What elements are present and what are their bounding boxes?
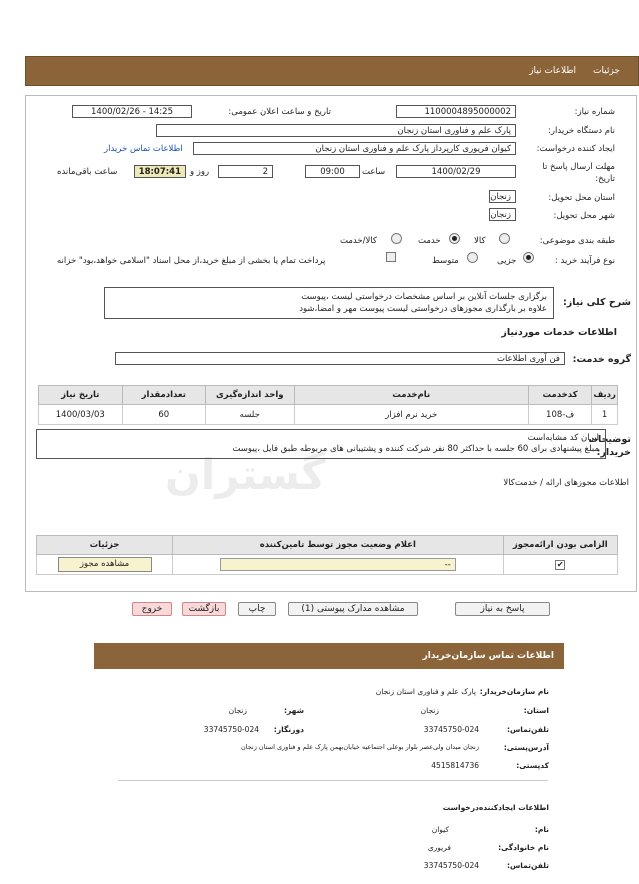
radio-both-label: کالا/خدمت	[340, 236, 377, 246]
city-c-label: شهر:	[284, 706, 304, 715]
summary-line-1: برگزاری جلسات آنلاین بر اساس مشخصات درخواستی لیست ،پیوست	[301, 292, 547, 302]
tab-details[interactable]: جزئیات	[593, 66, 620, 76]
exit-button[interactable]: خروج	[132, 602, 172, 616]
name-label: نام:	[534, 825, 549, 834]
services-table	[38, 385, 618, 425]
need-number-label: شماره نیاز:	[574, 107, 615, 117]
buyer-label: نام دستگاه خریدار:	[548, 126, 615, 136]
th-unit: واحد اندازه‌گیری	[206, 386, 295, 405]
watermark: گستران	[165, 450, 326, 499]
cell-name: خرید نرم افزار	[294, 405, 528, 425]
creator-info-title: اطلاعات ایجادکننده‌درخواست	[442, 803, 549, 812]
notes-label-2: خریدار:	[596, 447, 631, 458]
table-row	[39, 405, 618, 425]
permits-title: اطلاعات مجوزهای ارائه / خدمت‌کالا	[503, 478, 629, 488]
province-label: استان محل تحویل:	[548, 193, 615, 203]
radio-medium-label: متوسط	[432, 256, 459, 266]
th-row: ردیف	[592, 386, 618, 405]
cell-required	[503, 555, 617, 575]
cell-unit: جلسه	[206, 405, 295, 425]
back-button[interactable]: بازگشت	[182, 602, 226, 616]
divider	[118, 780, 548, 781]
need-number-field: 1100004895000002	[396, 105, 516, 118]
attachments-button[interactable]: مشاهده مدارک پیوستی (1)	[288, 602, 418, 616]
radio-goods-label: کالا	[474, 236, 486, 246]
cphone-value: 33745750-024	[423, 861, 479, 870]
cell-row: 1	[592, 405, 618, 425]
radio-both[interactable]	[391, 233, 402, 244]
radio-goods[interactable]	[499, 233, 510, 244]
permits-row	[37, 555, 618, 575]
deadline-label-2: تاریخ:	[595, 174, 615, 184]
creator-field: کیوان فریوری کارپرداز پارک علم و فناوری استان زنجان	[193, 142, 516, 155]
summary-label: شرح کلی نیاز:	[562, 297, 631, 308]
services-title: اطلاعات خدمات موردنیاز	[501, 327, 617, 338]
services-header-row	[39, 386, 618, 405]
view-permit-button[interactable]: مشاهده مجوز	[58, 557, 152, 572]
city-label: شهر محل تحویل:	[553, 211, 615, 221]
check-icon: ✔	[556, 559, 564, 569]
notes-box	[36, 429, 606, 459]
postal-label: کدپستی:	[516, 761, 549, 770]
notes-label-1: توضیحات	[588, 434, 631, 445]
family-value: فریوری	[427, 843, 451, 852]
cell-qty: 60	[122, 405, 205, 425]
province-field: زنجان	[489, 190, 516, 203]
print-button[interactable]: چاپ	[238, 602, 276, 616]
process-label: نوع فرآیند خرید :	[554, 256, 615, 266]
radio-medium[interactable]	[467, 252, 478, 263]
th-qty: تعداد‌مقدار	[122, 386, 205, 405]
remaining-label: ساعت باقی‌مانده	[57, 167, 118, 177]
city-c-value: زنجان	[228, 706, 247, 715]
days-field: 2	[218, 165, 273, 178]
announce-field: 1400/02/26 - 14:25	[72, 105, 192, 118]
summary-box	[104, 287, 554, 319]
province-c-value: زنجان	[420, 706, 439, 715]
days-label: روز و	[190, 167, 210, 177]
th-name: نام‌خدمت	[294, 386, 528, 405]
address-label: آدرس‌پستی:	[503, 743, 549, 752]
fax-label: دورنگار:	[273, 725, 304, 734]
cell-status	[173, 555, 503, 575]
permits-header-row	[37, 536, 618, 555]
cell-code: ف-108	[528, 405, 591, 425]
header-bar	[25, 56, 639, 86]
service-group-field: فن آوری اطلاعات	[115, 352, 565, 365]
notes-line-2: مبلغ پیشنهادی برای 60 جلسه با حداکثر 80 نفر شرکت کننده و پشتیبانی های مربوطه طبق فایل ،پیوست	[232, 444, 599, 454]
org-label: نام سازمان‌خریدار:	[479, 687, 549, 696]
phone-label: تلفن‌تماس:	[506, 725, 549, 734]
th-required: الزامی بودن ارائه‌مجوز	[503, 536, 617, 555]
summary-line-2: علاوه بر بارگذاری مجوزهای درخواستی لیست پیوست مهر و امضا،شود	[299, 304, 547, 314]
remaining-time-field: 18:07:41	[134, 165, 186, 178]
permit-status-field[interactable]: --	[220, 558, 456, 571]
th-code: کدخدمت	[528, 386, 591, 405]
buyer-field: پارک علم و فناوری استان زنجان	[156, 124, 516, 137]
th-details: جزئیات	[37, 536, 173, 555]
province-c-label: استان:	[523, 706, 549, 715]
announce-label: تاریخ و ساعت اعلان عمومی:	[228, 107, 331, 117]
cell-details	[37, 555, 173, 575]
name-value: کیوان	[431, 825, 449, 834]
contact-header	[94, 643, 564, 669]
fax-value: 33745750-024	[203, 725, 259, 734]
notes-line-1: ایران کد مشابه‌است	[527, 433, 599, 443]
family-label: نام خانوادگی:	[498, 843, 549, 852]
th-status: اعلام وضعیت مجوز توسط تامین‌کننده	[173, 536, 503, 555]
time-label: ساعت	[362, 167, 386, 177]
treasury-checkbox[interactable]	[386, 252, 396, 262]
phone-value: 33745750-024	[423, 725, 479, 734]
radio-service[interactable]	[449, 233, 460, 244]
postal-value: 4515814736	[431, 761, 479, 770]
deadline-date-field: 1400/02/29	[396, 165, 516, 178]
radio-partial-label: جزیی	[497, 256, 517, 266]
tab-need-info[interactable]: اطلاعات نیاز	[529, 66, 576, 76]
contact-title: اطلاعات تماس سازمان‌خریدار	[422, 651, 554, 661]
address-value: زنجان میدان ولی‌عصر بلوار بوعلی اجتماعیه خیابان‌بهمن پارک علم و فناوری استان زنجان	[240, 743, 479, 751]
radio-service-label: خدمت	[418, 236, 441, 246]
service-group-label: گروه خدمت:	[572, 354, 631, 365]
cphone-label: تلفن‌تماس:	[506, 861, 549, 870]
payment-note: پرداخت تمام یا بخشی از مبلغ خرید،از محل اسناد "اسلامی خواهد،بود" خزانه	[57, 256, 326, 266]
buyer-contact-link[interactable]: اطلاعات تماس خریدار	[104, 144, 183, 154]
category-label: طبقه بندی موضوعی:	[539, 236, 615, 246]
th-date: تاریخ نیاز	[39, 386, 123, 405]
creator-label: ایجاد کننده درخواست:	[536, 144, 615, 154]
deadline-time-field: 09:00	[305, 165, 360, 178]
permits-table	[36, 535, 618, 575]
radio-partial[interactable]	[523, 252, 534, 263]
cell-date: 1400/03/03	[39, 405, 123, 425]
reply-button[interactable]: پاسخ به نیاز	[455, 602, 550, 616]
city-field: زنجان	[489, 208, 516, 221]
org-value: پارک علم و فناوری استان زنجان	[375, 687, 476, 696]
deadline-label: مهلت ارسال پاسخ تا	[542, 162, 615, 172]
